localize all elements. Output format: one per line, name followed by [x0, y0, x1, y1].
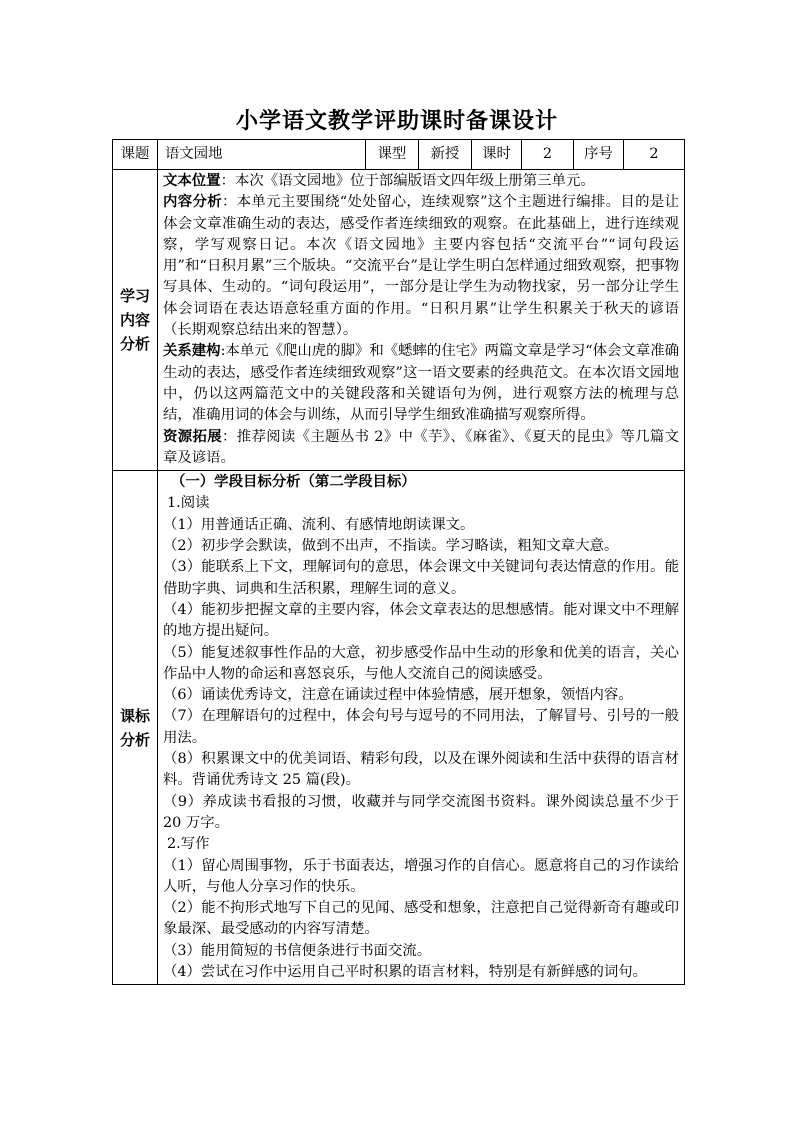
reading-item: （4）能初步把握文章的主要内容，体会文章表达的思想感情。能对课文中不理解的地方提出疑问。: [163, 601, 679, 640]
type-value: 新授: [419, 140, 472, 170]
hours-value: 2: [522, 140, 574, 170]
writing-item: （1）留心周围事物，乐于书面表达，增强习作的自信心。愿意将自己的习作读给人听，与他人分享习作的快乐。: [163, 857, 679, 895]
label-line: 学习: [119, 287, 150, 306]
type-label: 课型: [366, 140, 419, 170]
reading-item: （6）诵读优秀诗文，注意在诵读过程中体验情感，展开想象，领悟内容。: [163, 687, 633, 704]
reading-item: （9）养成读书看报的习惯，收藏并与同学交流图书资料。课外阅读总量不少于 20 万字。: [163, 793, 679, 831]
reading-item: （8）积累课文中的优美词语、精彩句段，以及在课外阅读和生活中获得的语言材料。背诵优秀诗文 25 篇(段)。: [163, 751, 679, 789]
lesson-plan-table: [112, 139, 685, 985]
para-text: ：本单元主要围绕“处处留心，连续观察”这个主题进行编排。目的是让体会文章准确生动的表达，感受作者连续细致的观察。在此基础上，进行连续观察，学写观察日记。本次《语文园地》主要内容包括“交流平台”“词句段运用”和“日积月累”三个版块。“交流平台”是让学生明白怎样通过细致观察，把事物写具体、生动的。“词句段运用”，一部分是让学生为动物找家，另一部分让学生体会词语在表达语意轻重方面的作用。“日积月累”让学生积累关于秋天的谚语（长期观察总结出来的智慧）。: [163, 194, 679, 339]
header-row: [113, 140, 685, 170]
curriculum-cell: [158, 471, 685, 985]
learning-content-row: [113, 170, 685, 471]
reading-title: 1.阅读: [167, 495, 210, 512]
paragraph: [163, 427, 679, 470]
para-lead: 关系建构: [163, 343, 221, 360]
writing-item: （4）尝试在习作中运用自己平时积累的语言材料，特别是有新鲜感的词句。: [163, 963, 648, 980]
seq-value: 2: [624, 140, 685, 170]
curriculum-row: [113, 471, 685, 985]
reading-item: （7）在理解语句的过程中，体会句号与逗号的不同用法，了解冒号、引号的一般用法。: [163, 708, 679, 746]
seq-label: 序号: [574, 140, 624, 170]
hours-label: 课时: [472, 140, 522, 170]
para-text: ：推荐阅读《主题丛书 2》中《芋》、《麻雀》、《夏天的昆虫》等几篇文章及谚语。: [163, 428, 679, 466]
writing-item: （2）能不拘形式地写下自己的见闻、感受和想象，注意把自己觉得新奇有趣或印象最深、最受感动的内容写清楚。: [163, 900, 679, 938]
page-title: 小学语文教学评助课时备课设计: [235, 109, 558, 134]
paragraph: [163, 192, 679, 341]
label-line: 课标: [119, 706, 150, 725]
learning-content-cell: [158, 170, 685, 471]
paragraph: [163, 171, 679, 192]
writing-title: 2.写作: [167, 836, 210, 853]
label-line: 内容: [119, 311, 150, 330]
curriculum-label: [113, 471, 158, 985]
para-lead: 文本位置: [163, 173, 221, 189]
reading-item: （1）用普通话正确、流利、有感情地朗读课文。: [163, 516, 475, 533]
reading-item: （3）能联系上下文，理解词句的意思，体会课文中关键词句表达情意的作用。能借助字典、词典和生活积累，理解生词的意义。: [163, 559, 679, 597]
para-text: ：本次《语文园地》位于部编版语文四年级上册第三单元。: [220, 173, 595, 189]
label-line: 分析: [119, 730, 150, 749]
topic-value: 语文园地: [158, 140, 366, 170]
para-text: :本单元《爬山虎的脚》和《蟋蟀的住宅》两篇文章是学习“体会文章准确生动的表达，感受作者连续细致观察”这一语文要素的经典范文。在本次语文园地中，仍以这两篇范文中的关键段落和关键语句为例，进行观察方法的梳理与总结，准确用词的体会与训练，从而引导学生细致准确描写观察所得。: [163, 343, 679, 424]
para-lead: 内容分析: [163, 194, 222, 211]
learning-content-label: [113, 170, 158, 471]
writing-item: （3）能用简短的书信便条进行书面交流。: [163, 942, 432, 959]
reading-item: （2）初步学会默读，做到不出声，不指读。学习略读，粗知文章大意。: [163, 538, 619, 555]
paragraph: [163, 341, 679, 426]
para-lead: 资源拓展: [163, 428, 222, 445]
section-heading: （一）学段目标分析（第二学段目标）: [171, 474, 416, 491]
reading-item: （5）能复述叙事性作品的大意，初步感受作品中生动的形象和优美的语言，关心作品中人物的命运和喜怒哀乐，与他人交流自己的阅读感受。: [163, 644, 679, 682]
label-line: 分析: [119, 335, 150, 354]
topic-label: 课题: [113, 140, 158, 170]
